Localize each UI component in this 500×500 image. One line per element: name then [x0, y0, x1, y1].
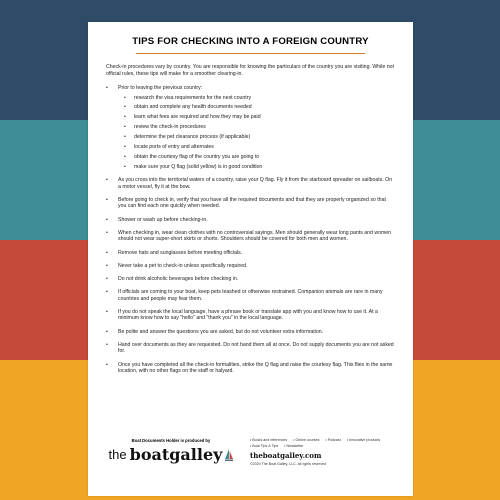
- copyright-text: ©2020 The Boat Galley, LLC. all rights reserved: [250, 462, 327, 466]
- sub-item: [118, 124, 395, 131]
- producer-block: [106, 438, 236, 482]
- bullet-marker: •: [124, 104, 126, 111]
- sub-item: [118, 154, 395, 161]
- bullet-marker: •: [124, 94, 126, 101]
- document-title: TIPS FOR CHECKING INTO A FOREIGN COUNTRY: [132, 36, 369, 47]
- logo-name: boatgalley: [129, 445, 223, 464]
- tip-text: Before going to check in, verify that you have all the required documents and that they are properly organized so that you can find each one quickly when needed.: [118, 196, 386, 210]
- resource-links: [250, 438, 395, 448]
- bullet-marker: •: [106, 177, 108, 184]
- bullet-marker: •: [124, 144, 126, 151]
- tip-item: [106, 263, 395, 270]
- sub-item: [118, 104, 395, 111]
- bullet-marker: •: [106, 196, 108, 203]
- resource-link[interactable]: • Innovative products: [346, 438, 381, 442]
- bullet-marker: •: [106, 361, 108, 368]
- tip-text: Shower or wash up before checking-in.: [118, 216, 208, 223]
- tip-text: Do not drink alcoholic beverages before checking in.: [118, 275, 239, 282]
- sail-icon: [225, 449, 233, 461]
- tips-list: [106, 85, 395, 375]
- sub-item: [118, 144, 395, 151]
- bullet-marker: •: [124, 153, 126, 160]
- bullet-marker: •: [106, 229, 108, 236]
- sub-item-text: learn what fees are required and how they may be paid: [134, 114, 261, 121]
- bullet-marker: •: [124, 134, 126, 141]
- tip-text: Remove hats and sunglasses before meeting officials.: [118, 249, 243, 256]
- bullet-marker: •: [106, 216, 108, 223]
- bullet-marker: •: [106, 262, 108, 269]
- intro-paragraph: Check-in procedures vary by country. You are responsible for knowing the particulars of the country you are visiting. While not official rules, these tips will make for a smoother clearing-in.: [106, 64, 394, 77]
- sub-item-text: review the check-in procedures: [134, 124, 206, 131]
- tip-item: [106, 276, 395, 283]
- tip-text: As you cross into the territorial waters of a country, raise your Q flag. Fly it from the starboard spreader on sailboats. On a motor vessel, fly it at the bow.: [118, 177, 393, 190]
- tip-text: If officials are coming to your boat, keep pets leashed or otherwise restrained. Companion animals are rare in many countries and people may fear them.: [118, 289, 383, 302]
- tip-item: [106, 342, 395, 355]
- tip-item: [106, 329, 395, 336]
- tip-item: [106, 250, 395, 257]
- resources-block: [250, 438, 395, 482]
- bullet-marker: •: [106, 275, 108, 282]
- tip-item: [106, 230, 395, 243]
- resource-link[interactable]: • Online courses: [293, 438, 320, 442]
- tip-text: Prior to leaving the previous country:: [118, 85, 203, 91]
- sub-list: [118, 95, 395, 171]
- bullet-marker: •: [106, 308, 108, 315]
- sub-item-text: research the visa requirements for the next country: [134, 94, 252, 101]
- bullet-marker: •: [124, 124, 126, 131]
- bullet-marker: •: [106, 85, 108, 91]
- bullet-marker: •: [124, 163, 126, 170]
- sub-item: [118, 134, 395, 141]
- logo-the: the: [108, 447, 127, 462]
- tip-text: If you do not speak the local language, have a phrase book or translate app with you and know how to use it. At a minimum know how to say "hello" and "thank you" in the local language.: [118, 308, 378, 322]
- bullet-marker: •: [106, 328, 108, 335]
- sub-item-text: determine the pet clearance process (if applicable): [134, 134, 251, 141]
- boat-galley-logo: [106, 445, 236, 464]
- sub-item-text: make sure your Q flag (solid yellow) is in good condition: [134, 163, 263, 170]
- tip-text: Never take a pet to check-in unless specifically required.: [118, 262, 248, 269]
- tip-text: Hand over documents as they are requested. Do not hand them all at once. Do not supply documents you are not asked for.: [118, 341, 394, 355]
- resource-link[interactable]: • Books and references: [250, 438, 288, 442]
- tip-text: Be polite and answer the questions you are asked, but do not volunteer extra information.: [118, 328, 324, 335]
- title-underline: [136, 53, 365, 54]
- bullet-marker: •: [106, 289, 108, 296]
- website-link[interactable]: theboatgalley.com: [250, 451, 322, 460]
- resource-link[interactable]: • Boat Tips & Tips: [250, 444, 279, 448]
- sub-item: [118, 164, 395, 171]
- resource-link[interactable]: • Newsletter: [284, 444, 304, 448]
- resource-link[interactable]: • Podcast: [325, 438, 341, 442]
- document-footer: [106, 438, 395, 482]
- bullet-marker: •: [106, 341, 108, 348]
- bullet-marker: •: [106, 249, 108, 256]
- tip-item: [106, 289, 395, 302]
- tip-item: [106, 85, 395, 170]
- document-sheet: [88, 22, 413, 496]
- tip-item: [106, 197, 395, 210]
- sub-item-text: obtain and complete any health documents needed: [134, 104, 252, 111]
- tip-text: When checking in, wear clean clothes with no controversial sayings. Men should generally wear long pants and women should not wear super-short skirts or shorts. Shoulders should be covered for both men and women.: [118, 229, 392, 243]
- produced-by-text: Boat Documents Holder is produced by: [131, 438, 211, 443]
- tip-item: [106, 217, 395, 224]
- tip-item: [106, 177, 395, 190]
- tip-item: [106, 309, 395, 322]
- sub-item: [118, 114, 395, 121]
- sub-item: [118, 95, 395, 102]
- sub-item-text: obtain the courtesy flag of the country you are going to: [134, 153, 260, 160]
- sub-item-text: locate ports of entry and alternates: [134, 144, 214, 151]
- tip-item: [106, 362, 395, 375]
- tip-text: Once you have completed all the check-in formalities, strike the Q flag and raise the courtesy flag. This flies in the same location, with no other flags on the staff or halyard.: [118, 361, 393, 375]
- bullet-marker: •: [124, 114, 126, 121]
